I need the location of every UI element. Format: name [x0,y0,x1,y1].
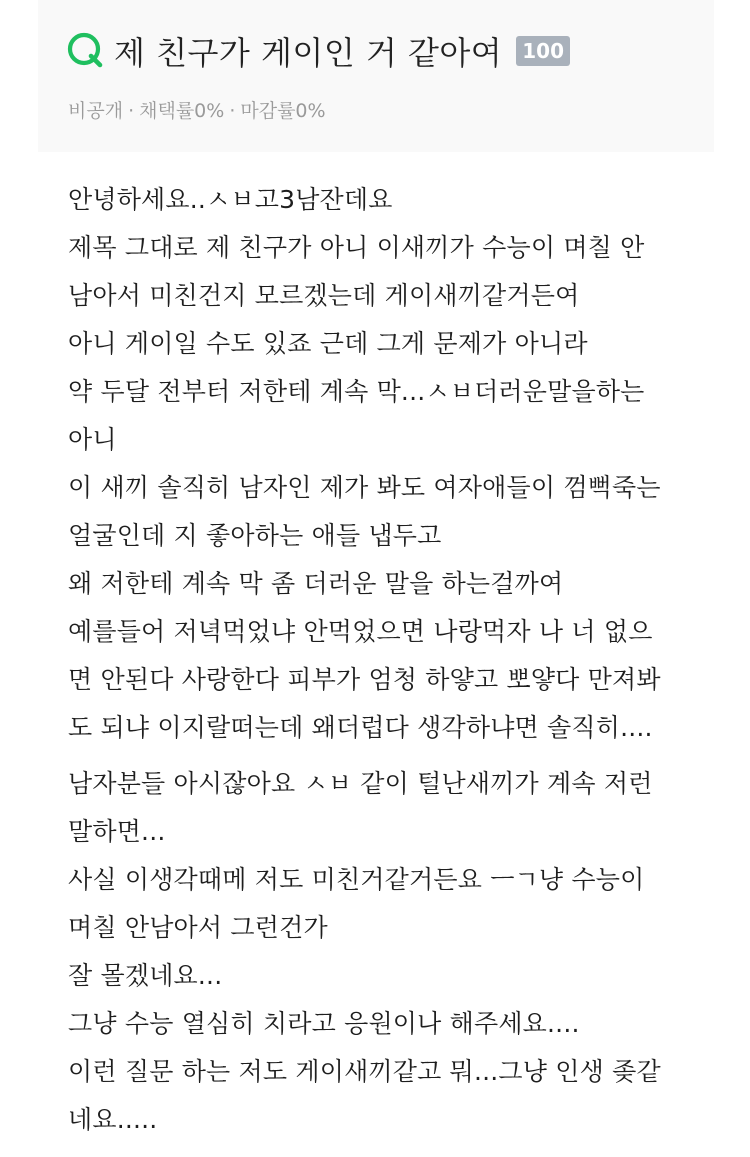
body-line: 잘 몰겠네요... [68,961,223,990]
body-paragraph-2 [68,760,698,1144]
adoption-rate: 채택률0% [139,100,225,122]
question-title: 제 친구가 게이인 거 같아여 [114,34,503,72]
body-line: 아니 게이일 수도 있죠 근데 그게 문제가 아니라 [68,329,588,358]
body-line: 왜 저한테 계속 막 좀 더러운 말을 하는걸까여 [68,569,564,598]
question-body [68,176,698,1144]
body-line: 이 새끼 솔직히 남자인 제가 봐도 여자애들이 껌뻑죽는 [68,473,661,502]
body-line: 사실 이생각때메 저도 미친거같거든요 ㅡㄱ냥 수능이 [68,865,645,894]
meta-separator: · [229,100,236,122]
body-line: 이런 질문 하는 저도 게이새끼같고 뭐...그냥 인생 좆같 [68,1057,661,1086]
body-line: 말하면... [68,817,166,846]
body-line: 네요..... [68,1105,158,1134]
body-line: 그냥 수능 열심히 치라고 응원이나 해주세요.... [68,1009,580,1038]
question-title-row [66,26,570,76]
body-line: 남아서 미친건지 모르겠는데 게이새끼같거든여 [68,281,580,310]
body-line: 안녕하세요..ㅅㅂ고3남잔데요 [68,185,393,214]
closing-rate: 마감률0% [240,100,326,122]
meta-separator: · [128,100,135,122]
body-line: 제목 그대로 제 친구가 아니 이새끼가 수능이 며칠 안 [68,233,645,262]
body-paragraph-1 [68,176,698,752]
question-meta [68,96,326,123]
body-line: 면 안된다 사랑한다 피부가 엄청 하얗고 뽀얗다 만져봐 [68,665,661,694]
visibility-label: 비공개 [68,100,124,122]
body-line: 남자분들 아시잖아요 ㅅㅂ 같이 털난새끼가 계속 저런 [68,769,653,798]
paragraph-gap [68,752,698,760]
body-line: 아니 [68,425,117,454]
body-line: 며칠 안남아서 그런건가 [68,913,328,942]
body-line: 얼굴인데 지 좋아하는 애들 냅두고 [68,521,442,550]
question-header [38,0,714,152]
question-q-icon [66,29,104,73]
body-line: 도 되냐 이지랄떠는데 왜더럽다 생각하냐면 솔직히.... [68,713,653,742]
points-badge: 100 [516,36,570,66]
body-line: 예를들어 저녁먹었냐 안먹었으면 나랑먹자 나 너 없으 [68,617,653,646]
body-line: 약 두달 전부터 저한테 계속 막...ㅅㅂ더러운말을하는 [68,377,645,406]
